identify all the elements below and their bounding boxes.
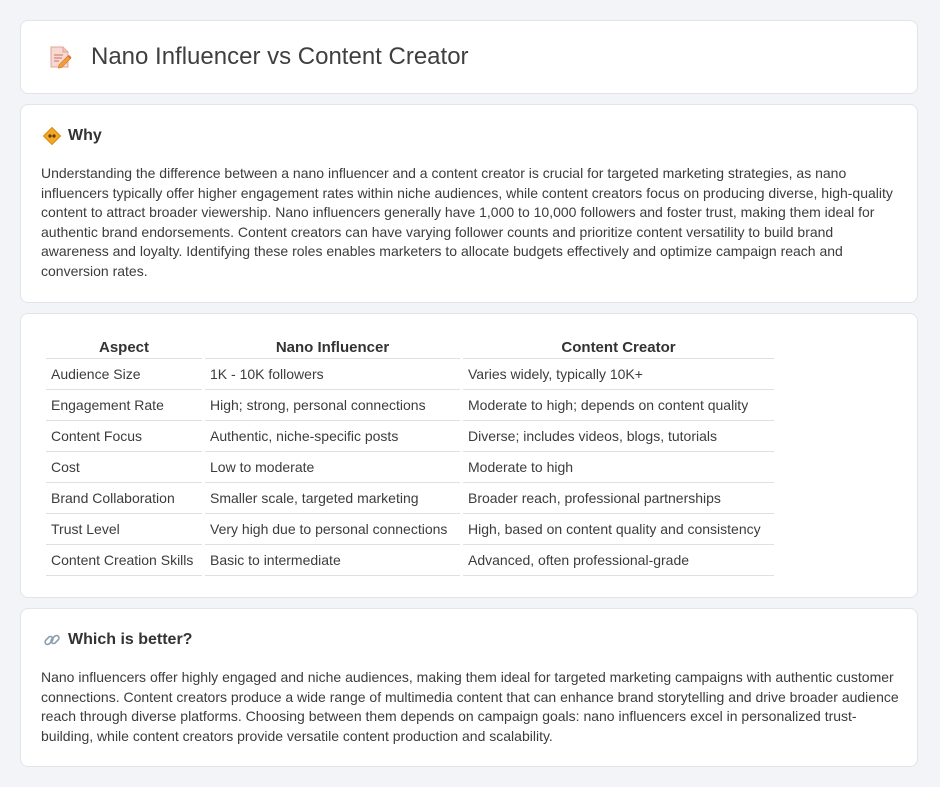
table-row	[46, 483, 774, 514]
comparison-section	[20, 313, 918, 598]
cell-nano: High; strong, personal connections	[205, 390, 460, 421]
better-heading-row	[43, 631, 192, 649]
which-is-better-section	[20, 608, 918, 767]
better-heading: Which is better?	[68, 631, 193, 648]
why-text: Understanding the difference between a nano influencer and a content creator is crucial for targeted marketing strategies, as nano influencers typically offer higher engagement rates within niche audiences, while content creators focus on producing diverse, high-quality content to attract broader viewership. Nano influencers generally have 1,000 to 10,000 followers and foster trust, making them ideal for authentic brand endorsements. Content creators can have varying follower counts and prioritize content versatility to build brand awareness and loyalty. Identifying these roles enables marketers to allocate budgets effectively and optimize campaign reach and conversion rates.	[41, 165, 893, 279]
table-header-row	[46, 336, 774, 359]
table-row	[46, 359, 774, 390]
title-card	[20, 20, 918, 94]
cell-creator: Advanced, often professional-grade	[463, 545, 774, 576]
better-text: Nano influencers offer highly engaged and niche audiences, making them ideal for targeted marketing campaigns with authentic customer connections. Content creators produce a wide range of multimedia content that can enhance brand storytelling and drive broader audience reach through diverse platforms. Choosing between them depends on campaign goals: nano influencers excel in personalized trust-building, while content creators provide versatile content production and scalability.	[41, 669, 899, 744]
cell-nano: 1K - 10K followers	[205, 359, 460, 390]
table-row	[46, 421, 774, 452]
table-row	[46, 390, 774, 421]
cell-nano: Authentic, niche-specific posts	[205, 421, 460, 452]
cell-aspect: Engagement Rate	[46, 390, 202, 421]
header-content-creator: Content Creator	[463, 336, 774, 359]
header-aspect: Aspect	[46, 336, 202, 359]
cell-nano: Basic to intermediate	[205, 545, 460, 576]
table-row	[46, 452, 774, 483]
header-nano-influencer: Nano Influencer	[205, 336, 460, 359]
page-title: Nano Influencer vs Content Creator	[91, 43, 469, 70]
cell-aspect: Content Focus	[46, 421, 202, 452]
cell-nano: Smaller scale, targeted marketing	[205, 483, 460, 514]
title-row	[21, 21, 917, 93]
cell-creator: Diverse; includes videos, blogs, tutorials	[463, 421, 774, 452]
cell-aspect: Trust Level	[46, 514, 202, 545]
why-heading-row	[43, 127, 102, 145]
cell-creator: Varies widely, typically 10K+	[463, 359, 774, 390]
table-row	[46, 545, 774, 576]
cell-aspect: Content Creation Skills	[46, 545, 202, 576]
cell-creator: High, based on content quality and consistency	[463, 514, 774, 545]
comparison-table	[43, 336, 777, 576]
cell-creator: Moderate to high; depends on content quality	[463, 390, 774, 421]
document-pencil-icon	[47, 44, 73, 70]
cell-nano: Low to moderate	[205, 452, 460, 483]
cell-aspect: Audience Size	[46, 359, 202, 390]
why-heading: Why	[68, 127, 102, 144]
link-icon	[43, 631, 61, 649]
why-section	[20, 104, 918, 303]
cell-nano: Very high due to personal connections	[205, 514, 460, 545]
cell-aspect: Cost	[46, 452, 202, 483]
cell-aspect: Brand Collaboration	[46, 483, 202, 514]
table-row	[46, 514, 774, 545]
cell-creator: Broader reach, professional partnerships	[463, 483, 774, 514]
diamond-sign-icon	[43, 127, 61, 145]
cell-creator: Moderate to high	[463, 452, 774, 483]
